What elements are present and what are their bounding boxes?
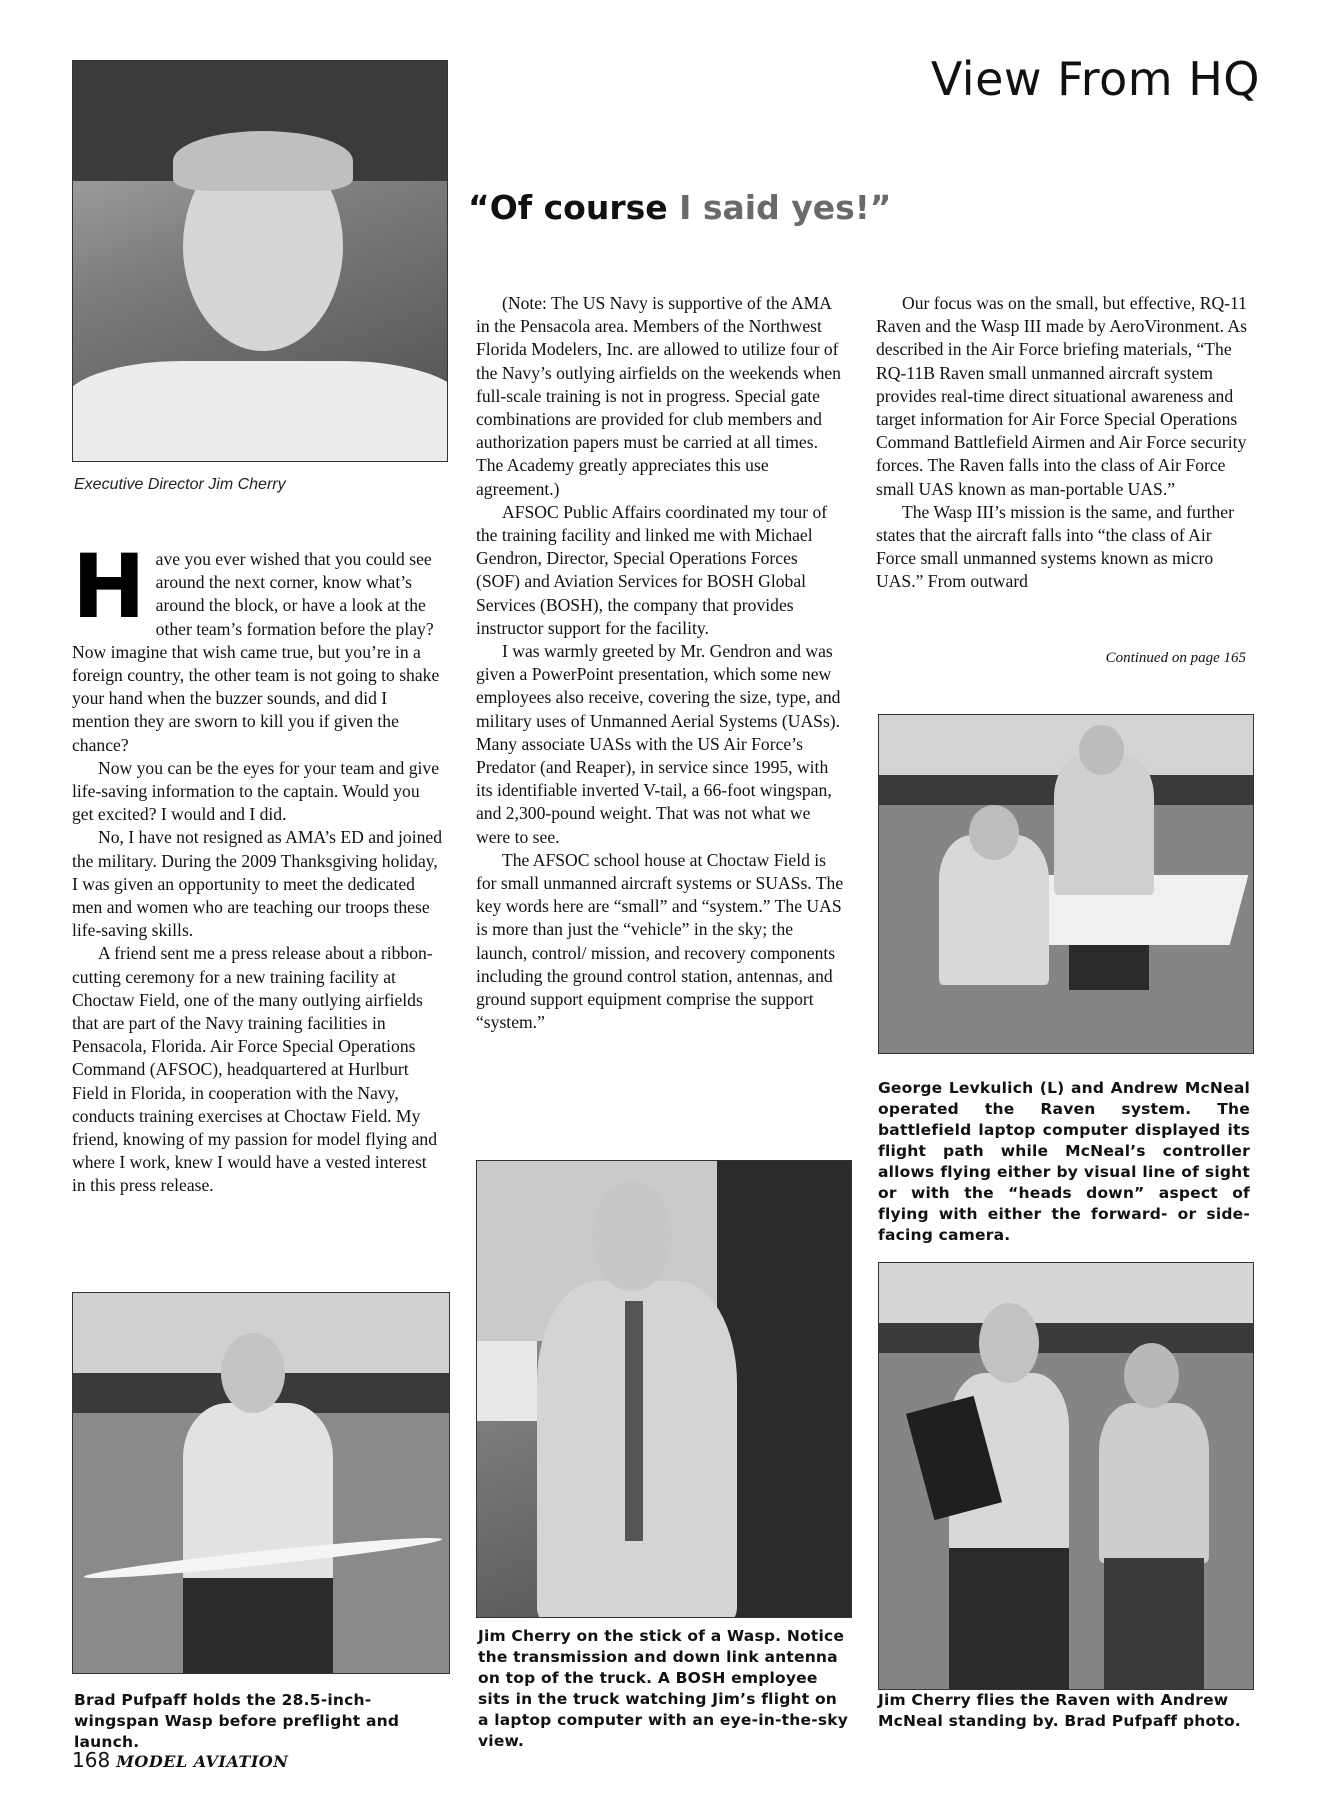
magazine-name: MODEL AVIATION: [116, 1752, 289, 1771]
photo-person-right-shirt: [1099, 1403, 1209, 1563]
pufpaff-caption: Brad Pufpaff holds the 28.5-inch-wingspan Wasp before preflight and launch.: [74, 1691, 400, 1751]
photo-person-right-pants: [1104, 1558, 1204, 1689]
photo-person-head: [221, 1333, 285, 1413]
drop-cap: H: [72, 535, 146, 638]
column-1: [72, 535, 442, 1198]
photo-person-left-head: [979, 1303, 1039, 1383]
section-title: View From HQ: [930, 52, 1260, 106]
photo-shirt: [72, 361, 448, 462]
col1-paragraph-1: [72, 535, 442, 757]
col2-paragraph-4: The AFSOC school house at Choctaw Field is for small unmanned aircraft systems or SUASs. The key words here are “small” and “system.” The UAS is more than just the “vehicle” in the sky; the launch, control/ mission, and recovery components including the ground control station, antennas, and ground support equipment comprise the support “system.”: [476, 849, 844, 1033]
col2-paragraph-2: AFSOC Public Affairs coordinated my tour of the training facility and linked me with Michael Gendron, Director, Special Operations Forces (SOF) and Aviation Services for BOSH Global Services (BOSH), the company that provides instructor support for the facility.: [476, 501, 828, 638]
continued-note: Continued on page 165: [1105, 650, 1246, 666]
col1-paragraph-2: Now you can be the eyes for your team and give life-saving information to the captain. Would you get excited? I would and I did.: [72, 757, 440, 825]
photo-person-left-pants: [949, 1548, 1069, 1689]
photo-truck-side: [477, 1341, 537, 1421]
photo-person-head: [592, 1181, 672, 1291]
raven-table-photo: [878, 714, 1254, 1054]
photo-truck-door: [717, 1161, 851, 1617]
col1-p1-text: ave you ever wished that you could see around the next corner, know what’s around the block, or have a look at the other team’s formation before the play? Now imagine that wish came true, but you’re in a foreign country, the other team is not going to shake your hand when the buzzer sounds, and did I mention they are sworn to kill you if given the chance?: [72, 549, 440, 755]
photo-person-right-head: [1124, 1343, 1179, 1408]
portrait-photo: [72, 60, 448, 462]
col2-paragraph-3: I was warmly greeted by Mr. Gendron and was given a PowerPoint presentation, which some new employees also receive, covering the size, type, and military uses of Unmanned Aerial Systems (UASs). Many associate UASs with the US Air Force’s Predator (and Reaper), in service since 1995, with its identifiable inverted V-tail, a 66-foot wingspan, and 2,300-pound weight. That was not what we were to see.: [476, 641, 841, 847]
col1-paragraph-3: No, I have not resigned as AMA’s ED and joined the military. During the 2009 Thanksgiving holiday, I was given an opportunity to meet the dedicated men and women who are teaching our troops these life-saving skills.: [72, 827, 442, 941]
photo-head-standing: [1079, 725, 1124, 775]
photo-case: [1069, 945, 1149, 990]
photo-hair: [173, 131, 353, 191]
article-headline: [468, 188, 988, 227]
photo-person-pants: [183, 1578, 333, 1674]
pufpaff-photo: [72, 1292, 450, 1674]
raven-flight-photo: [878, 1262, 1254, 1690]
col1-paragraph-4: A friend sent me a press release about a ribbon-cutting ceremony for a new training facility at Choctaw Field, one of the many outlying airfields that are part of the Navy training facilities in Pensacola, Florida. Air Force Special Operations Command (AFSOC), headquartered at Hurlburt Field in Florida, in cooperation with the Navy, conducts training exercises at Choctaw Field. My friend, knowing of my passion for model flying and where I work, knew I would have a vested interest in this press release.: [72, 943, 438, 1196]
col3-paragraph-2: The Wasp III’s mission is the same, and further states that the aircraft falls into “the class of Air Force small unmanned systems known as micro UAS.” From outward: [876, 501, 1234, 592]
photo-person-tie: [625, 1301, 643, 1541]
headline-part2: I said yes!”: [679, 188, 892, 227]
col2-paragraph-1: (Note: The US Navy is supportive of the AMA in the Pensacola area. Members of the Northwest Florida Modelers, Inc. are allowed to utilize four of the Navy’s outlying airfields on the weekends when full-scale training is not in progress. Special gate combinations are provided for club members and authorization papers must be carried at all times. The Academy greatly appreciates this use agreement.): [476, 293, 841, 499]
column-2: [476, 292, 844, 1035]
truck-caption: Jim Cherry on the stick of a Wasp. Notice the transmission and down link antenna on top of the truck. A BOSH employee sits in the truck watching Jim’s flight on a laptop computer with an eye-in-the-sky view.: [478, 1627, 849, 1750]
raven-flight-caption: Jim Cherry flies the Raven with Andrew McNeal standing by. Brad Pufpaff photo.: [878, 1691, 1241, 1730]
photo-treeline: [879, 1323, 1253, 1353]
raven-table-caption: George Levkulich (L) and Andrew McNeal operated the Raven system. The battlefield laptop computer displayed its flight path while McNeal’s controller allows flying either by visual line of sight or with the “heads down” aspect of flying with either the forward- or side-facing camera.: [878, 1079, 1250, 1244]
col3-paragraph-1: Our focus was on the small, but effective, RQ-11 Raven and the Wasp III made by AeroVironment. As described in the Air Force briefing materials, “The RQ-11B Raven small unmanned aircraft system provides real-time direct situational awareness and target information for Air Force Special Operations Command Battlefield Airmen and Air Force security forces. The Raven falls into the class of Air Force small UAS known as man-portable UAS.”: [876, 293, 1247, 499]
portrait-caption: Executive Director Jim Cherry: [74, 476, 286, 493]
page-folio: [72, 1748, 288, 1772]
photo-head-seated: [969, 805, 1019, 860]
photo-person-standing: [1054, 755, 1154, 895]
column-3: [876, 292, 1248, 594]
page-number: 168: [72, 1748, 111, 1772]
truck-photo: [476, 1160, 852, 1618]
headline-part1: “Of course: [468, 188, 680, 227]
